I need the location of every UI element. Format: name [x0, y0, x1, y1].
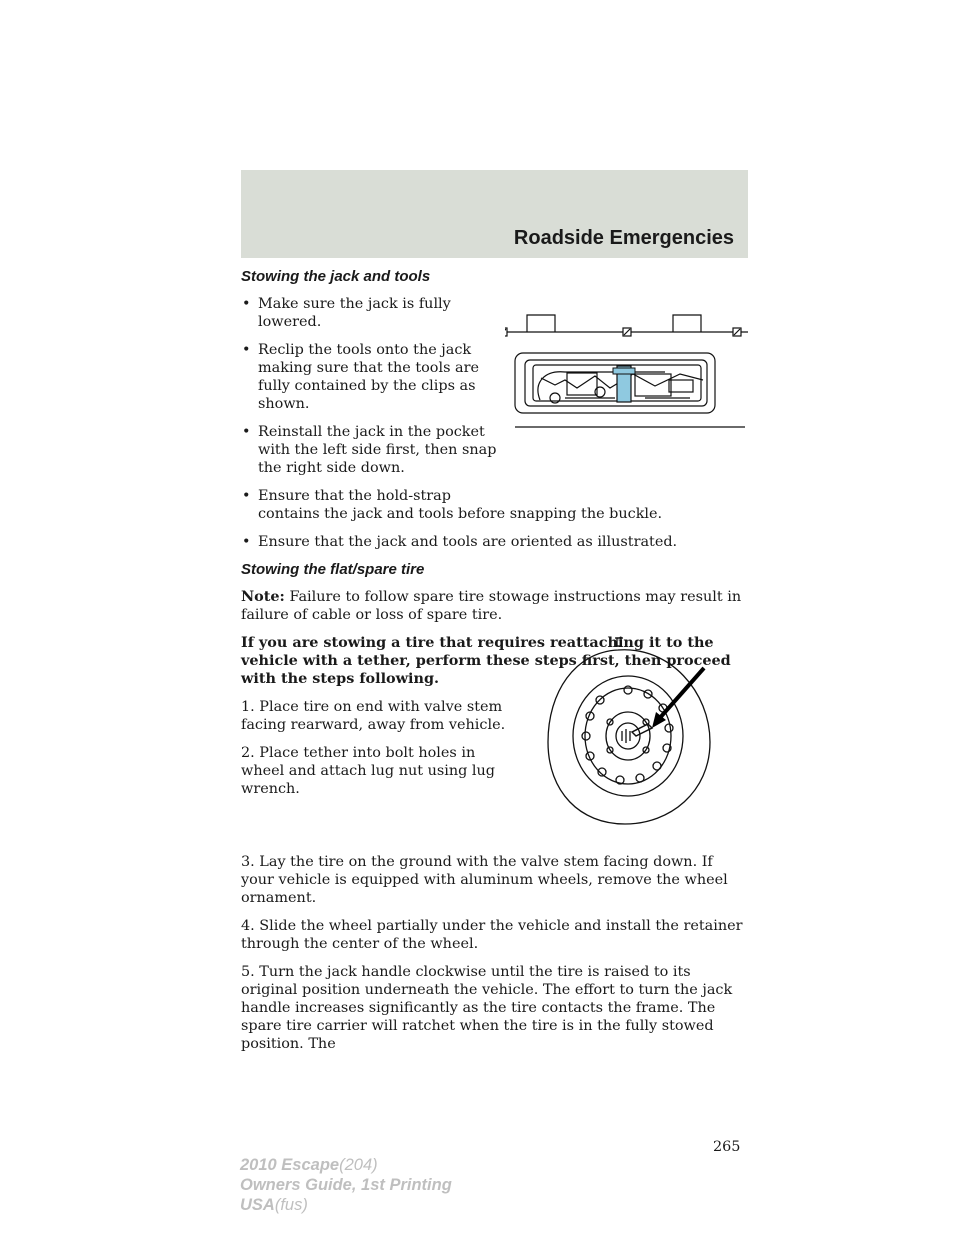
list-item [241, 487, 748, 523]
footer-market-code: (fus) [274, 1196, 308, 1214]
spare-heading: Stowing the flat/spare tire [241, 561, 425, 578]
jack-heading: Stowing the jack and tools [241, 268, 431, 285]
footer-market: USA [240, 1196, 275, 1214]
step-4: 4. Slide the wheel partially under the vehicle and install the retainer through the center of the wheel. [241, 918, 743, 952]
spare-tire-figure [540, 632, 720, 828]
note-paragraph [241, 588, 748, 624]
list-item-text: Ensure that the jack and tools are oriented as illustrated. [258, 534, 678, 550]
note-label: Note: [241, 588, 285, 605]
tether-instruction: If you are stowing a tire that requires reattaching it to the vehicle with a tether, perform these steps first, then proceed with the steps following. [241, 634, 731, 687]
step-1: 1. Place tire on end with valve stem facing rearward, away from vehicle. [241, 699, 506, 733]
step-2: 2. Place tether into bolt holes in wheel and attach lug nut using lug wrench. [241, 745, 496, 797]
list-item [241, 423, 508, 477]
list-item [241, 341, 508, 413]
bullet-dot: • [242, 342, 251, 358]
list-item-text: contains the jack and tools before snapping the buckle. [258, 506, 663, 522]
note-text: Failure to follow spare tire stowage instructions may result in failure of cable or loss of spare tire. [241, 589, 742, 623]
page-number: 265 [713, 1139, 741, 1155]
bullet-dot: • [242, 424, 251, 440]
footer-print-info [240, 1155, 452, 1215]
step-3: 3. Lay the tire on the ground with the valve stem facing down. If your vehicle is equipped with aluminum wheels, remove the wheel ornament. [241, 854, 728, 906]
list-item [241, 295, 508, 331]
list-item-text: Reinstall the jack in the pocket with the left side first, then snap the right side down. [258, 424, 497, 476]
list-item-text: Make sure the jack is fully lowered. [258, 296, 451, 330]
footer-model: 2010 Escape [240, 1156, 340, 1174]
footer-guide: Owners Guide, 1st Printing [240, 1176, 452, 1194]
step-5: 5. Turn the jack handle clockwise until the tire is raised to its original position underneath the vehicle. The effort to turn the jack handle increases significantly as the tire contacts the frame. The spare tire carrier will ratchet when the tire is in the fully stowed position. The [241, 964, 733, 1052]
jack-pocket-figure [505, 310, 748, 432]
bullet-dot: • [242, 296, 251, 312]
bullet-dot: • [242, 488, 251, 504]
list-item-text: Ensure that the hold-strap [258, 488, 451, 504]
bullet-dot: • [242, 534, 251, 550]
section-header-band [241, 170, 748, 258]
footer-model-code: (204) [339, 1156, 378, 1174]
list-item-text: Reclip the tools onto the jack making sure that the tools are fully contained by the clips as shown. [258, 342, 480, 412]
section-title: Roadside Emergencies [513, 227, 734, 249]
list-item [241, 533, 748, 551]
